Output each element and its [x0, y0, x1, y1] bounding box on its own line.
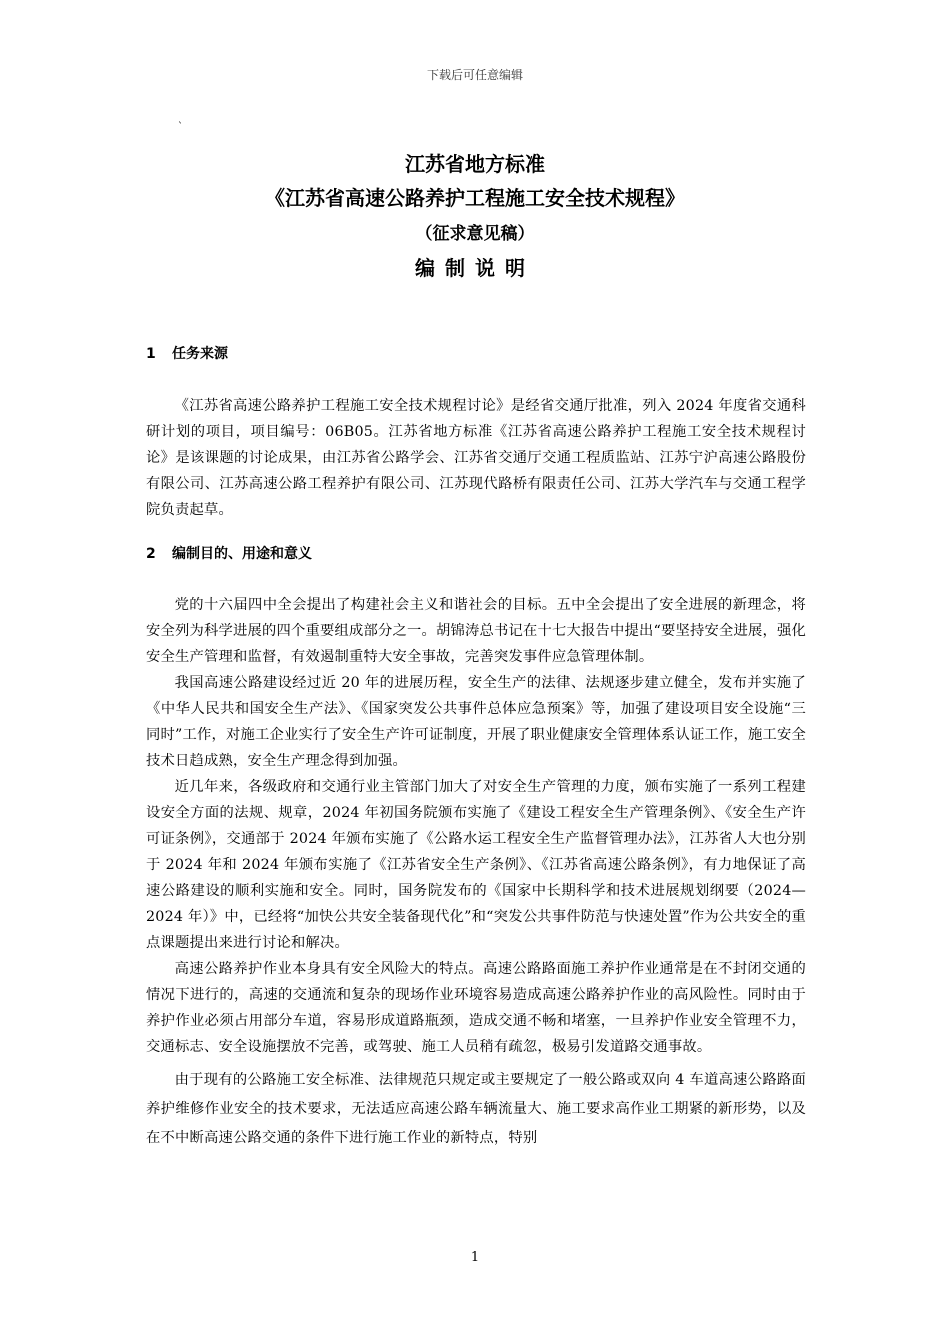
title-block	[0, 148, 950, 284]
section-heading-text: 任务来源	[172, 346, 228, 362]
paragraph: 近几年来，各级政府和交通行业主管部门加大了对安全生产管理的力度，颁布实施了一系列工程建设安全方面的法规、规章，2024 年初国务院颁布实施了《建设工程安全生产管理条例》、《安全生产许可证条例》，交通部于 2024 年颁布实施了《公路水运工程安全生产监督管理办法》，江苏省人大也分别于 2024 年和 2024 年颁布实施了《江苏省安全生产条例》、《江苏省高速公路条例》，有力地保证了高速公路建设的顺利实施和安全。同时，国务院发布的《国家中长期科学和技术进展规划纲要（2024—2024 年）》中，已经将“加快公共安全装备现代化”和“突发公共事件防范与快速处置”作为公共安全的重点课题提出来进行讨论和解决。	[146, 779, 806, 951]
section-heading-text: 编制目的、用途和意义	[172, 546, 312, 562]
draft-status: （征求意见稿）	[415, 224, 535, 244]
standard-title: 江苏省地方标准	[405, 152, 545, 176]
section-2	[146, 544, 806, 564]
corner-mark: `	[178, 122, 183, 133]
paragraph: 我国高速公路建设经过近 20 年的进展历程，安全生产的法律、法规逐步建立健全，发布并实施了《中华人民共和国安全生产法》、《国家突发公共事件总体应急预案》等，加强了建设项目安全设施“三同时”工作，对施工企业实行了安全生产许可证制度，开展了职业健康安全管理体系认证工作，施工安全技术日趋成熟，安全生产理念得到加强。	[146, 675, 806, 769]
paragraph: 高速公路养护作业本身具有安全风险大的特点。高速公路路面施工养护作业通常是在不封闭交通的情况下进行的，高速的交通流和复杂的现场作业环境容易造成高速公路养护作业的高风险性。同时由于养护作业必须占用部分车道，容易形成道路瓶颈，造成交通不畅和堵塞，一旦养护作业安全管理不力，交通标志、安全设施摆放不完善，或驾驶、施工人员稍有疏忽，极易引发道路交通事故。	[146, 961, 806, 1055]
paragraph: 由于现有的公路施工安全标准、法律规范只规定或主要规定了一般公路或双向 4 车道高速公路路面养护维修作业安全的技术要求，无法适应高速公路车辆流量大、施工要求高作业工期紧的新形势，以及在不中断高速公路交通的条件下进行施工作业的新特点，特别	[146, 1072, 806, 1146]
page-number: 1	[470, 1250, 480, 1265]
section-number: 1	[146, 346, 156, 362]
paragraph: 《江苏省高速公路养护工程施工安全技术规程讨论》是经省交通厅批准，列入 2024 年度省交通科研计划的项目，项目编号：06B05。江苏省地方标准《江苏省高速公路养护工程施工安全技术规程讨论》是该课题的讨论成果，由江苏省公路学会、江苏省交通厅交通工程质监站、江苏宁沪高速公路股份有限公司、江苏高速公路工程养护有限公司、江苏现代路桥有限责任公司、江苏大学汽车与交通工程学院负责起草。	[146, 398, 806, 518]
section-number: 2	[146, 546, 156, 562]
document-title: 《江苏省高速公路养护工程施工安全技术规程》	[265, 186, 685, 210]
section-1-body	[146, 393, 806, 523]
section-1	[146, 344, 806, 364]
section-2-body	[146, 592, 806, 1153]
section-heading	[146, 344, 806, 364]
section-heading	[146, 544, 806, 564]
paragraph: 党的十六届四中全会提出了构建社会主义和谐社会的目标。五中全会提出了安全进展的新理念，将安全列为科学进展的四个重要组成部分之一。胡锦涛总书记在十七大报告中提出“要坚持安全进展，强化安全生产管理和监督，有效遏制重特大安全事故，完善突发事件应急管理体制。	[146, 597, 806, 665]
section-title: 编制说明	[415, 256, 535, 280]
header-note: 下载后可任意编辑	[426, 68, 523, 82]
